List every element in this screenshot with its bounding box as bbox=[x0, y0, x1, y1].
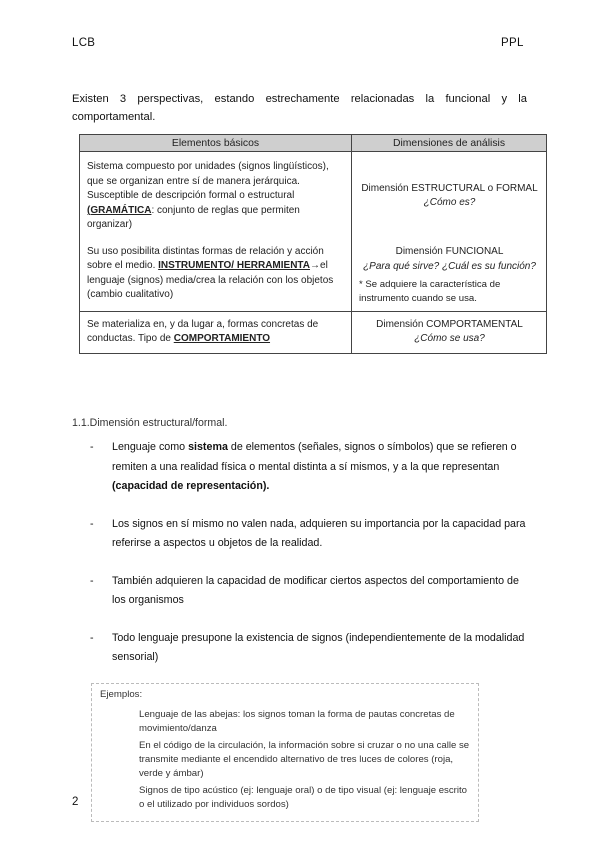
cell-comportamental-left bbox=[80, 311, 352, 353]
table-row-comportamental bbox=[80, 311, 547, 353]
header-dimensiones-analisis: Dimensiones de análisis bbox=[352, 135, 547, 152]
dash-bullet-icon: - bbox=[90, 574, 94, 587]
dash-bullet-icon: - bbox=[90, 631, 94, 644]
list-item bbox=[90, 572, 530, 611]
header-right: PPL bbox=[501, 37, 524, 49]
comportamental-text: Se materializa en, y da lugar a, formas concretas de conductas. Tipo de bbox=[87, 318, 319, 344]
cell-estructural-left bbox=[80, 152, 352, 241]
estructural-tail: : conjunto de reglas que permiten organizar) bbox=[87, 204, 300, 230]
bullet-1-bold2: (capacidad de representación). bbox=[112, 480, 270, 492]
example-item: En el código de la circulación, la información sobre si cruzar o no una calle se transmite mediante el encendido alternativo de tres luces de colores (roja, verde y ámbar) bbox=[139, 740, 470, 779]
gramatica-keyword: (GRAMÁTICA bbox=[87, 204, 152, 216]
cell-estructural-right bbox=[352, 152, 547, 241]
examples-title: Ejemplos: bbox=[100, 689, 143, 700]
example-item: Lenguaje de las abejas: los signos toman la forma de pautas concretas de movimiento/danza bbox=[139, 709, 455, 734]
instrumento-keyword: INSTRUMENTO/ HERRAMIENTA bbox=[158, 260, 311, 271]
example-item: Signos de tipo acústico (ej: lenguaje oral) o de tipo visual (ej: lenguaje escrito o el utilizado por individuos sordos) bbox=[139, 785, 467, 810]
table-row-estructural bbox=[80, 152, 547, 241]
estructural-text: Sistema compuesto por unidades (signos lingüísticos), que se organizan entre sí de manera jerárquica. Susceptible de descripción formal o estructural bbox=[87, 161, 329, 201]
bullet-3-text: También adquieren la capacidad de modificar ciertos aspectos del comportamiento de los organismos bbox=[112, 574, 519, 606]
funcional-tail: el lenguaje (signos) media/crea la relación con los objetos (cambio cualitativo) bbox=[87, 260, 334, 300]
estructural-prefix: Dimensión bbox=[361, 182, 409, 194]
funcional-note: * Se adquiere la característica de instrumento cuando se usa. bbox=[359, 279, 501, 304]
funcional-title: Dimensión FUNCIONAL bbox=[395, 246, 504, 257]
comportamiento-keyword: COMPORTAMIENTO bbox=[173, 333, 271, 344]
header-elementos-basicos: Elementos básicos bbox=[80, 135, 352, 152]
cell-comportamental-right bbox=[352, 311, 547, 353]
bullet-1-post: de elementos (señales, signos o símbolos) que se refieren o remiten a una realidad física o mental distinta a sí mismos, y a la que representan bbox=[112, 441, 517, 473]
cell-funcional-right bbox=[352, 241, 547, 312]
intro-paragraph: Existen 3 perspectivas, estando estrechamente relacionadas la funcional y la comportamental. bbox=[72, 93, 527, 123]
comportamental-keyword: COMPORTAMENTAL bbox=[426, 318, 523, 330]
estructural-question: ¿Cómo es? bbox=[423, 197, 476, 209]
header-left: LCB bbox=[72, 37, 96, 49]
cell-funcional-left bbox=[80, 241, 352, 312]
bullet-4-text: Todo lenguaje presupone la existencia de signos (independientemente de la modalidad sensorial) bbox=[112, 631, 525, 663]
list-item bbox=[90, 438, 530, 497]
table-header-row bbox=[80, 135, 547, 152]
bullet-1-pre: Lenguaje como bbox=[112, 441, 186, 453]
funcional-question: ¿Para qué sirve? ¿Cuál es su función? bbox=[363, 260, 536, 272]
estructural-keyword: ESTRUCTURAL o FORMAL bbox=[411, 182, 538, 194]
comportamental-question: ¿Cómo se usa? bbox=[414, 333, 485, 344]
arrow-icon: → bbox=[310, 260, 321, 271]
list-item bbox=[90, 515, 530, 554]
list-item bbox=[90, 629, 530, 668]
examples-box bbox=[91, 683, 479, 822]
bullet-list bbox=[90, 438, 530, 686]
funcional-text: Su uso posibilita distintas formas de relación y acción sobre el medio. bbox=[87, 245, 324, 271]
bullet-2-text: Los signos en sí mismo no valen nada, adquieren su importancia por la capacidad para referirse a aspectos u objetos de la realidad. bbox=[112, 517, 526, 549]
page-number: 2 bbox=[72, 796, 79, 808]
perspectives-table bbox=[79, 134, 547, 354]
table-row-funcional bbox=[80, 241, 547, 312]
dash-bullet-icon: - bbox=[90, 441, 94, 453]
bullet-1-bold: sistema bbox=[188, 441, 228, 453]
comportamental-prefix: Dimensión bbox=[376, 318, 424, 330]
section-title: 1.1.Dimensión estructural/formal. bbox=[72, 417, 228, 429]
dash-bullet-icon: - bbox=[90, 517, 94, 530]
